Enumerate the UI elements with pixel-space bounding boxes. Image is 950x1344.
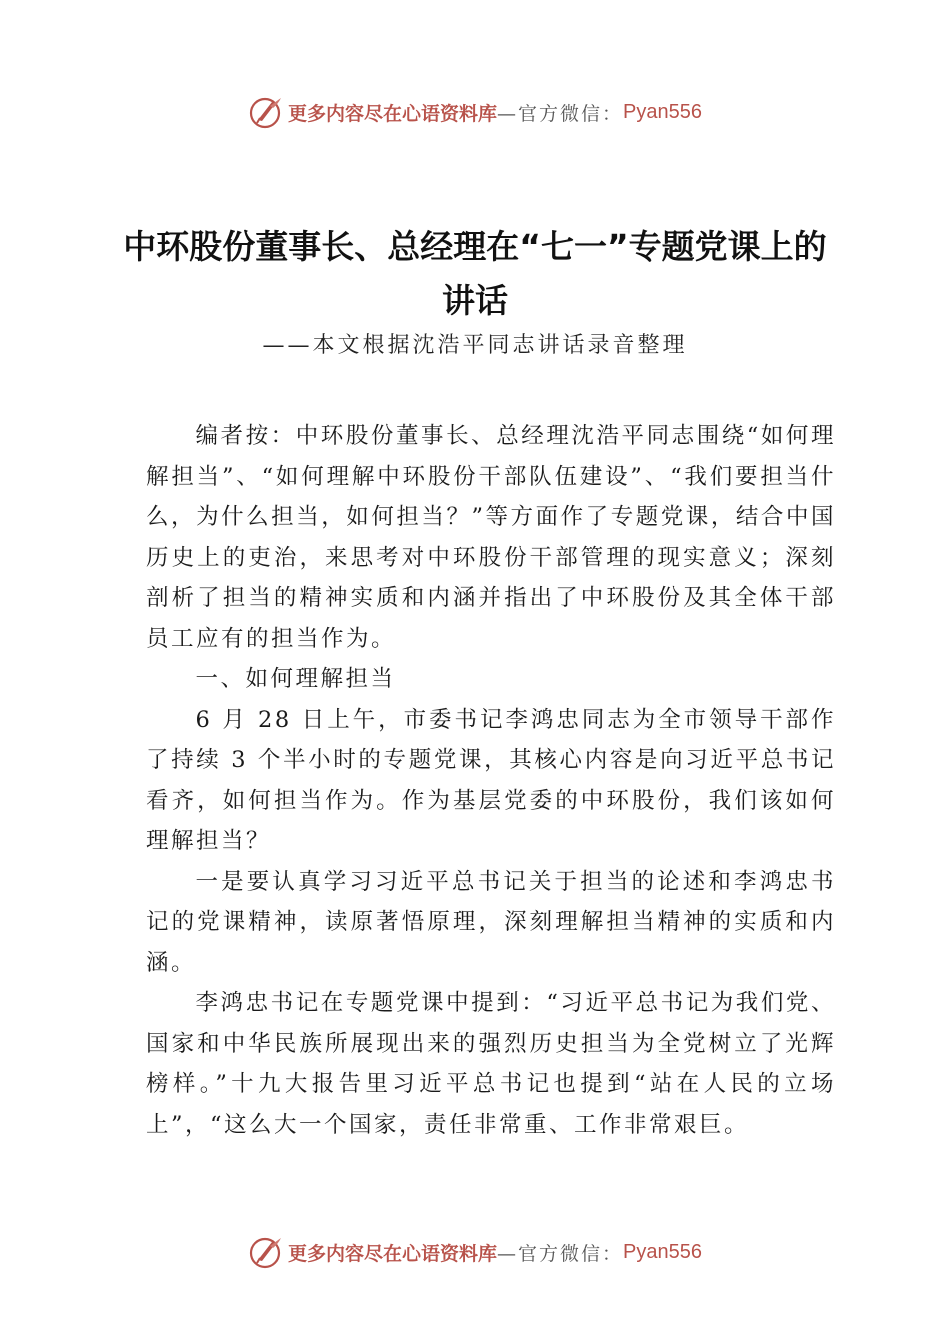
document-subtitle: ——本文根据沈浩平同志讲话录音整理 [262,333,688,358]
banner-wechat-id: Pyan556 [623,100,702,123]
section-heading-paragraph: 一、如何理解担当 [195,666,396,692]
document-title: 中环股份董事长、总经理在“七一”专题党课上的讲话 [123,227,827,320]
editor-note-paragraph: 编者按：中环股份董事长、总经理沈浩平同志围绕“如何理解担当”、“如何理解中环股份干部队伍建设”、“我们要担当什么，为什么担当，如何担当？”等方面作了专题党课，结合中国历史上的吏治，来思考对中环股份干部管理的现实意义；深刻剖析了担当的精神实质和内涵并指出了中环股份及其全体干部员工应有的担当作为。 [146,423,836,652]
quill-logo-icon [248,94,284,130]
header-watermark-banner [0,92,950,132]
document-body [146,416,836,1145]
body-paragraph: 6 月 28 日上午，市委书记李鸿忠同志为全市领导干部作了持续 3 个半小时的专题党课，其核心内容是向习近平总书记看齐，如何担当作为。作为基层党委的中环股份，我们该如何理解担当？ [146,706,836,854]
body-paragraph: 一是要认真学习习近平总书记关于担当的论述和李鸿忠书记的党课精神，读原著悟原理，深刻理解担当精神的实质和内涵。 [146,868,836,976]
banner-more-content-text: 更多内容尽在心语资料库 [288,1242,498,1265]
banner-wechat-id: Pyan556 [623,1240,702,1263]
banner-official-wechat-label: —官方微信： [497,1242,624,1265]
banner-more-content-text: 更多内容尽在心语资料库 [288,102,498,125]
banner-official-wechat-label: —官方微信： [497,102,624,125]
quill-logo-icon [248,1234,284,1270]
body-paragraph: 李鸿忠书记在专题党课中提到：“习近平总书记为我们党、国家和中华民族所展现出来的强烈历史担当为全党树立了光辉榜样。”十九大报告里习近平总书记也提到“站在人民的立场上”，“这么大一个国家，责任非常重、工作非常艰巨。 [146,990,836,1138]
footer-watermark-banner [0,1232,950,1272]
